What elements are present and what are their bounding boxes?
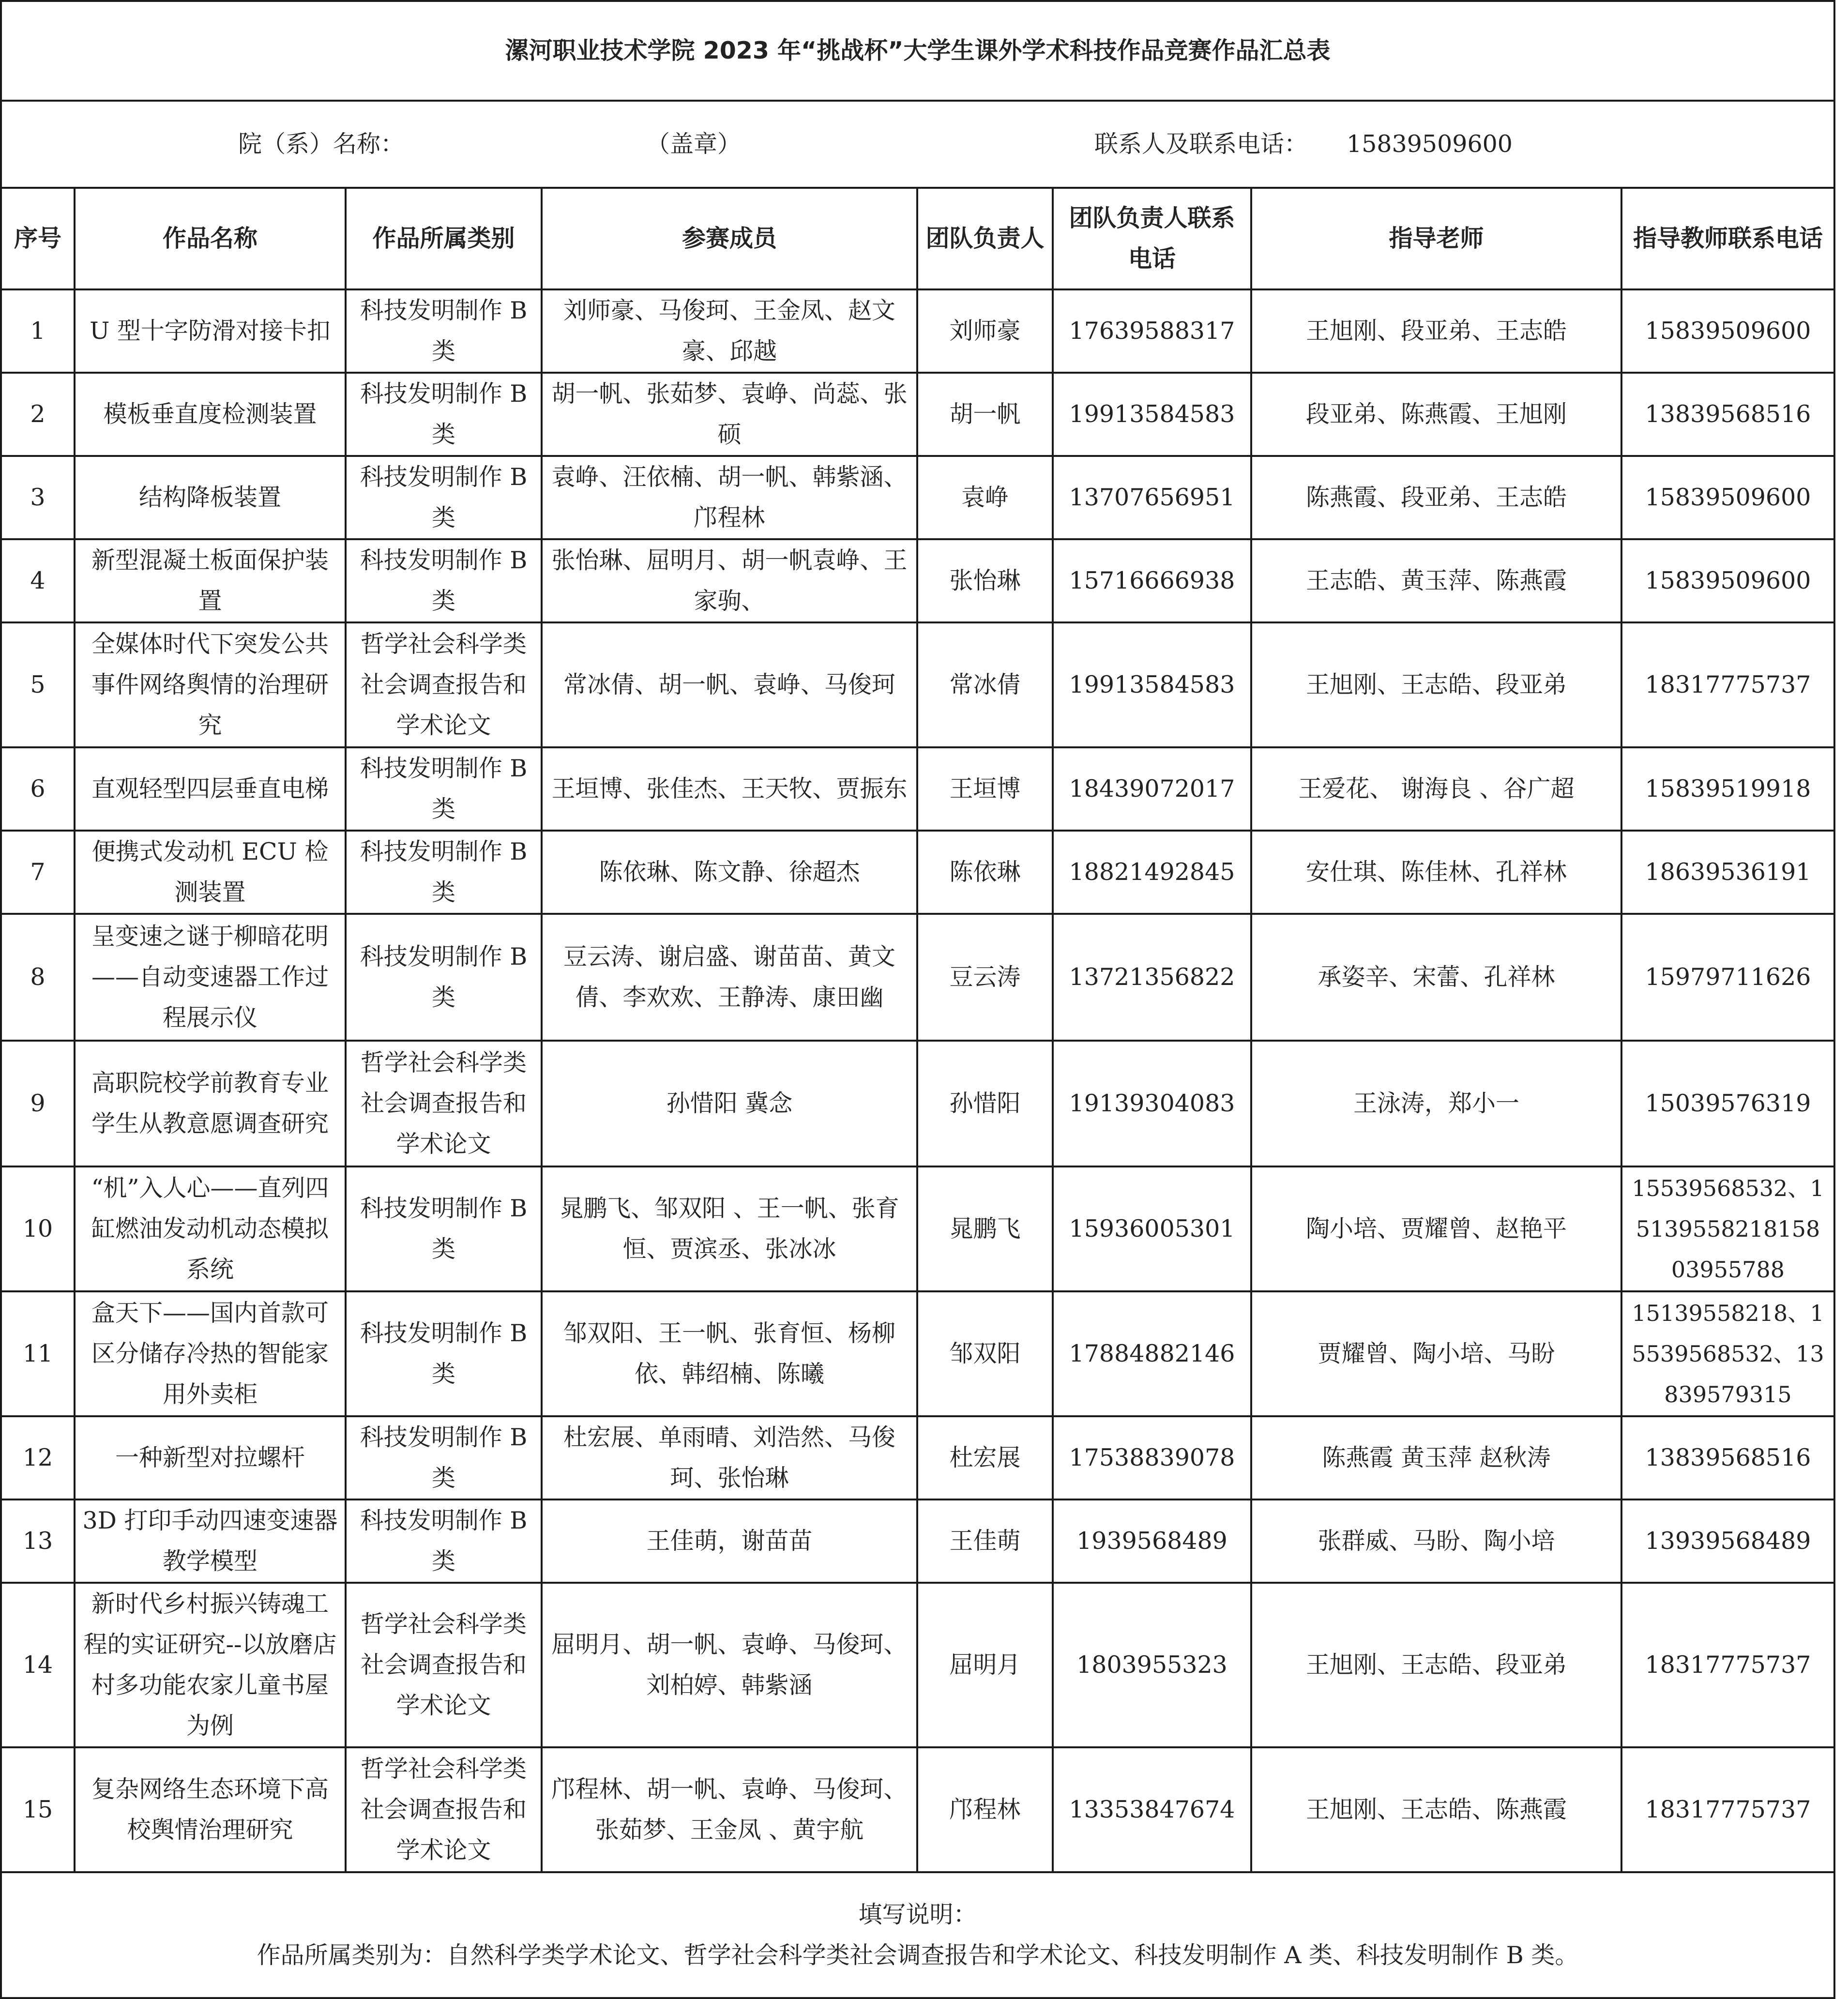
cell-advisors: 安仕琪、陈佳林、孔祥林: [1251, 831, 1621, 914]
table-row: [1, 622, 1834, 747]
cell-advisors: 王旭刚、王志皓、陈燕霞: [1251, 1747, 1621, 1872]
cell-no: 4: [1, 539, 75, 622]
cell-name: 新型混凝土板面保护装置: [75, 539, 346, 622]
table-row: [1, 1416, 1834, 1499]
cell-leader: 袁峥: [917, 456, 1053, 539]
seal-label: （盖章）: [646, 130, 742, 158]
cell-advisor-phone: 13939568489: [1621, 1499, 1834, 1583]
cell-leader-phone: 19913584583: [1053, 373, 1251, 456]
cell-leader-phone: 19139304083: [1053, 1041, 1251, 1166]
cell-leader: 王佳萌: [917, 1499, 1053, 1583]
cell-category: 科技发明制作 B 类: [346, 1166, 542, 1291]
cell-advisors: 王志皓、黄玉萍、陈燕霞: [1251, 539, 1621, 622]
cell-advisor-phone: 15839509600: [1621, 456, 1834, 539]
cell-no: 1: [1, 289, 75, 373]
cell-advisors: 承姿辛、宋蕾、孔祥林: [1251, 914, 1621, 1041]
table-row: [1, 1166, 1834, 1291]
cell-leader: 杜宏展: [917, 1416, 1053, 1499]
cell-advisors: 陈燕霞、段亚弟、王志皓: [1251, 456, 1621, 539]
cell-leader-phone: 13721356822: [1053, 914, 1251, 1041]
cell-members: 杜宏展、单雨晴、刘浩然、马俊珂、张怡琳: [542, 1416, 917, 1499]
cell-leader: 王垣博: [917, 747, 1053, 831]
cell-leader: 常冰倩: [917, 622, 1053, 747]
note-title: 填写说明：: [858, 1901, 977, 1928]
cell-leader: 屈明月: [917, 1583, 1053, 1747]
contact-label: 联系人及联系电话：: [1094, 130, 1308, 158]
table-row: [1, 456, 1834, 539]
cell-name: 盒天下——国内首款可区分储存冷热的智能家用外卖柜: [75, 1291, 346, 1416]
cell-name: U 型十字防滑对接卡扣: [75, 289, 346, 373]
table-row: [1, 289, 1834, 373]
cell-no: 5: [1, 622, 75, 747]
cell-advisors: 王旭刚、王志皓、段亚弟: [1251, 622, 1621, 747]
cell-category: 科技发明制作 B 类: [346, 373, 542, 456]
cell-category: 科技发明制作 B 类: [346, 539, 542, 622]
cell-category: 科技发明制作 B 类: [346, 1291, 542, 1416]
table-row: [1, 914, 1834, 1041]
header-row: [1, 188, 1834, 289]
cell-name: 3D 打印手动四速变速器教学模型: [75, 1499, 346, 1583]
header-members: 参赛成员: [542, 188, 917, 289]
cell-leader-phone: 15936005301: [1053, 1166, 1251, 1291]
cell-no: 12: [1, 1416, 75, 1499]
cell-advisors: 陶小培、贾耀曾、赵艳平: [1251, 1166, 1621, 1291]
cell-advisor-phone: 18317775737: [1621, 622, 1834, 747]
cell-category: 科技发明制作 B 类: [346, 1416, 542, 1499]
cell-advisor-phone: 15539568532、1513955821815803955788: [1621, 1166, 1834, 1291]
info-row: [1, 101, 1834, 188]
cell-category: 哲学社会科学类社会调查报告和学术论文: [346, 1041, 542, 1166]
cell-name: 直观轻型四层垂直电梯: [75, 747, 346, 831]
cell-category: 科技发明制作 B 类: [346, 914, 542, 1041]
cell-leader: 刘师豪: [917, 289, 1053, 373]
cell-no: 15: [1, 1747, 75, 1872]
header-leader: 团队负责人: [917, 188, 1053, 289]
cell-leader-phone: 19913584583: [1053, 622, 1251, 747]
table-row: [1, 1499, 1834, 1583]
cell-no: 11: [1, 1291, 75, 1416]
cell-advisors: 王旭刚、王志皓、段亚弟: [1251, 1583, 1621, 1747]
cell-no: 7: [1, 831, 75, 914]
cell-leader-phone: 17538839078: [1053, 1416, 1251, 1499]
cell-no: 10: [1, 1166, 75, 1291]
cell-advisor-phone: 15139558218、15539568532、13839579315: [1621, 1291, 1834, 1416]
table-row: [1, 1291, 1834, 1416]
cell-leader: 豆云涛: [917, 914, 1053, 1041]
cell-name: “机”入人心——直列四缸燃油发动机动态模拟系统: [75, 1166, 346, 1291]
cell-advisors: 贾耀曾、陶小培、马盼: [1251, 1291, 1621, 1416]
cell-name: 便携式发动机 ECU 检测装置: [75, 831, 346, 914]
cell-advisors: 陈燕霞 黄玉萍 赵秋涛: [1251, 1416, 1621, 1499]
cell-category: 科技发明制作 B 类: [346, 747, 542, 831]
cell-leader: 张怡琳: [917, 539, 1053, 622]
cell-members: 常冰倩、胡一帆、袁峥、马俊珂: [542, 622, 917, 747]
cell-category: 哲学社会科学类社会调查报告和学术论文: [346, 622, 542, 747]
cell-leader-phone: 1939568489: [1053, 1499, 1251, 1583]
cell-leader-phone: 18821492845: [1053, 831, 1251, 914]
cell-advisors: 王爱花、 谢海良 、谷广超: [1251, 747, 1621, 831]
header-advisor-phone: 指导教师联系电话: [1621, 188, 1834, 289]
cell-members: 晁鹏飞、邹双阳 、王一帆、张育恒、贾滨丞、张冰冰: [542, 1166, 917, 1291]
cell-no: 3: [1, 456, 75, 539]
cell-advisors: 段亚弟、陈燕霞、王旭刚: [1251, 373, 1621, 456]
cell-leader-phone: 1803955323: [1053, 1583, 1251, 1747]
cell-advisor-phone: 13839568516: [1621, 373, 1834, 456]
cell-members: 王佳萌，谢苗苗: [542, 1499, 917, 1583]
cell-no: 2: [1, 373, 75, 456]
table-row: [1, 1583, 1834, 1747]
table-row: [1, 747, 1834, 831]
cell-members: 刘师豪、马俊珂、王金凤、赵文豪、邱越: [542, 289, 917, 373]
cell-members: 张怡琳、屈明月、胡一帆袁峥、王家驹、: [542, 539, 917, 622]
header-advisors: 指导老师: [1251, 188, 1621, 289]
cell-leader: 邝程林: [917, 1747, 1053, 1872]
cell-name: 新时代乡村振兴铸魂工程的实证研究--以放磨店村多功能农家儿童书屋为例: [75, 1583, 346, 1747]
dept-label: 院（系）名称：: [238, 130, 405, 158]
cell-category: 科技发明制作 B 类: [346, 1499, 542, 1583]
cell-leader: 陈依琳: [917, 831, 1053, 914]
cell-leader-phone: 15716666938: [1053, 539, 1251, 622]
cell-no: 6: [1, 747, 75, 831]
cell-category: 哲学社会科学类社会调查报告和学术论文: [346, 1747, 542, 1872]
header-no: 序号: [1, 188, 75, 289]
cell-leader: 晁鹏飞: [917, 1166, 1053, 1291]
cell-advisor-phone: 15839509600: [1621, 539, 1834, 622]
cell-advisor-phone: 18639536191: [1621, 831, 1834, 914]
cell-advisor-phone: 18317775737: [1621, 1747, 1834, 1872]
header-leader-phone: 团队负责人联系电话: [1053, 188, 1251, 289]
cell-members: 邹双阳、王一帆、张育恒、杨柳依、韩绍楠、陈曦: [542, 1291, 917, 1416]
cell-advisor-phone: 15839509600: [1621, 289, 1834, 373]
cell-no: 8: [1, 914, 75, 1041]
cell-no: 9: [1, 1041, 75, 1166]
cell-leader-phone: 13353847674: [1053, 1747, 1251, 1872]
cell-leader-phone: 13707656951: [1053, 456, 1251, 539]
cell-members: 王垣博、张佳杰、王天牧、贾振东: [542, 747, 917, 831]
cell-name: 结构降板装置: [75, 456, 346, 539]
contact-phone: 15839509600: [1347, 130, 1513, 158]
cell-no: 14: [1, 1583, 75, 1747]
filling-notes: [1, 1872, 1834, 1998]
cell-leader-phone: 17884882146: [1053, 1291, 1251, 1416]
table-row: [1, 373, 1834, 456]
cell-members: 邝程林、胡一帆、袁峥、马俊珂、张茹梦、王金凤 、黄宇航: [542, 1747, 917, 1872]
cell-name: 高职院校学前教育专业学生从教意愿调查研究: [75, 1041, 346, 1166]
header-name: 作品名称: [75, 188, 346, 289]
cell-advisor-phone: 15979711626: [1621, 914, 1834, 1041]
cell-advisor-phone: 15839519918: [1621, 747, 1834, 831]
cell-name: 复杂网络生态环境下高校舆情治理研究: [75, 1747, 346, 1872]
cell-leader: 邹双阳: [917, 1291, 1053, 1416]
cell-leader-phone: 18439072017: [1053, 747, 1251, 831]
cell-members: 胡一帆、张茹梦、袁峥、尚蕊、张硕: [542, 373, 917, 456]
cell-no: 13: [1, 1499, 75, 1583]
cell-name: 一种新型对拉螺杆: [75, 1416, 346, 1499]
cell-category: 哲学社会科学类社会调查报告和学术论文: [346, 1583, 542, 1747]
header-category: 作品所属类别: [346, 188, 542, 289]
cell-members: 屈明月、胡一帆、袁峥、马俊珂、刘柏婷、韩紫涵: [542, 1583, 917, 1747]
cell-members: 袁峥、汪依楠、胡一帆、韩紫涵、邝程林: [542, 456, 917, 539]
cell-advisor-phone: 18317775737: [1621, 1583, 1834, 1747]
note-text: 作品所属类别为：自然科学类学术论文、哲学社会科学类社会调查报告和学术论文、科技发明制作 A 类、科技发明制作 B 类。: [257, 1941, 1579, 1969]
cell-category: 科技发明制作 B 类: [346, 289, 542, 373]
cell-category: 科技发明制作 B 类: [346, 456, 542, 539]
cell-members: 孙惜阳 冀念: [542, 1041, 917, 1166]
cell-advisors: 王旭刚、段亚弟、王志皓: [1251, 289, 1621, 373]
cell-leader: 胡一帆: [917, 373, 1053, 456]
cell-advisors: 张群威、马盼、陶小培: [1251, 1499, 1621, 1583]
cell-advisor-phone: 13839568516: [1621, 1416, 1834, 1499]
cell-leader-phone: 17639588317: [1053, 289, 1251, 373]
cell-name: 全媒体时代下突发公共事件网络舆情的治理研究: [75, 622, 346, 747]
table-row: [1, 539, 1834, 622]
cell-members: 豆云涛、谢启盛、谢苗苗、黄文倩、李欢欢、王静涛、康田幽: [542, 914, 917, 1041]
cell-members: 陈依琳、陈文静、徐超杰: [542, 831, 917, 914]
cell-advisors: 王泳涛，郑小一: [1251, 1041, 1621, 1166]
cell-leader: 孙惜阳: [917, 1041, 1053, 1166]
cell-name: 呈变速之谜于柳暗花明——自动变速器工作过程展示仪: [75, 914, 346, 1041]
cell-category: 科技发明制作 B 类: [346, 831, 542, 914]
cell-name: 模板垂直度检测装置: [75, 373, 346, 456]
document-title: 漯河职业技术学院 2023 年“挑战杯”大学生课外学术科技作品竞赛作品汇总表: [1, 1, 1834, 101]
table-row: [1, 1747, 1834, 1872]
cell-advisor-phone: 15039576319: [1621, 1041, 1834, 1166]
table-row: [1, 1041, 1834, 1166]
table-row: [1, 831, 1834, 914]
